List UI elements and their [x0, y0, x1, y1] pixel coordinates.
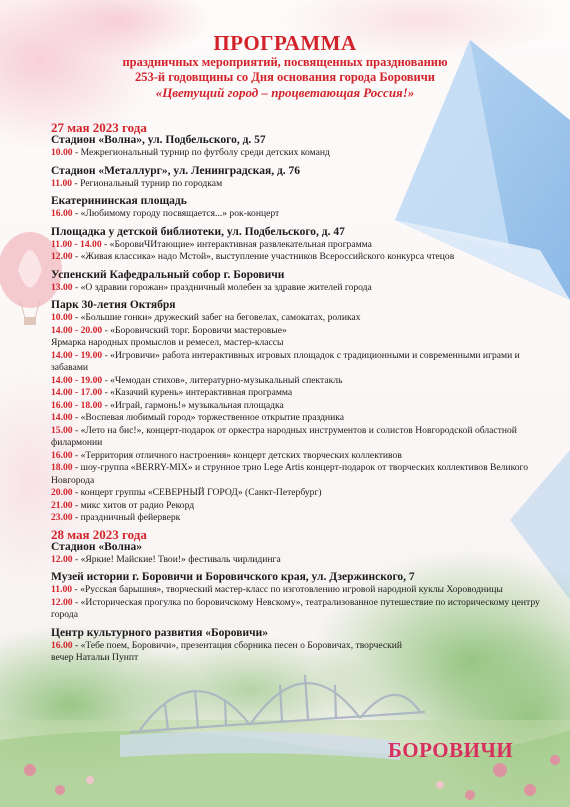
event-item: 12.00 - «Живая классика» надо Мстой», выступление участников Всероссийского конкурса чтецов — [51, 251, 455, 262]
event-text: «Территория отличного настроения» концерт детских творческих коллективов — [80, 449, 402, 461]
event-time: 23.00 — [51, 512, 73, 523]
event-time: 12.00 — [51, 251, 73, 262]
venue-name: Парк 30-летия Октября — [51, 299, 176, 311]
event-text: «Большие гонки» дружеский забег на беговелах, самокатах, роликах — [80, 312, 361, 323]
event-text: «Тебе поем, Боровичи», презентация сборника песен о Боровичах, творческий вечер Натальи Пунпт — [51, 639, 403, 663]
event-time: 16.00 — [51, 449, 73, 461]
poster-header — [0, 31, 570, 101]
poster-title: ПРОГРАММА — [213, 31, 357, 55]
city-name-label: БОРОВИЧИ — [388, 738, 514, 762]
event-item: 14.00 - 17.00 - «Казачий курень» интерактивная программа — [51, 387, 293, 398]
event-item: Ярмарка народных промыслов и ремесел, мастер-классы — [51, 337, 284, 348]
event-time: 21.00 — [51, 499, 73, 511]
event-text: «О здравии горожан» праздничный молебен за здравие жителей города — [80, 281, 372, 293]
event-item: 11.00 - 14.00 - «БоровиЧИтающие» интерактивная развлекательная программа — [51, 238, 372, 250]
event-item: 21.00 - микс хитов от радио Рекорд — [51, 499, 195, 511]
event-time: 15.00 — [51, 424, 73, 436]
event-time: 14.00 - 19.00 — [51, 374, 103, 386]
event-time: 14.00 - 20.00 — [51, 324, 103, 336]
event-time: 18.00 — [51, 462, 73, 473]
event-text: «Боровичский торг. Боровичи мастеровые» — [110, 324, 287, 336]
event-item: 11.00 - «Русская барышня», творческий мастер-класс по изготовлению игровой народной куклы Хороводницы — [51, 584, 503, 595]
event-text: «Историческая прогулка по боровичскому Невскому», театрализованное путешествие по историческому центру города — [51, 596, 540, 620]
event-time: 16.00 — [51, 639, 73, 651]
event-text: «Играй, гармонь!» музыкальная площадка — [110, 399, 284, 411]
event-item: 15.00 - «Лето на бис!», концерт-подарок от оркестра народных инструментов и солистов Новгородской областной филармонии — [51, 424, 517, 448]
event-text: Региональный турнир по городкам — [80, 177, 223, 189]
day-date: 28 мая 2023 года — [51, 526, 147, 542]
day-date: 27 мая 2023 года — [51, 120, 147, 135]
event-time: 11.00 - 14.00 — [51, 238, 102, 250]
event-text: «Русская барышня», творческий мастер-класс по изготовлению игровой народной куклы Хороводницы — [80, 584, 503, 595]
event-item: 14.00 - 19.00 - «Игровичи» работа интерактивных игровых площадок с традиционными и современными играми и забавами — [51, 349, 520, 373]
event-time: 11.00 — [51, 584, 73, 595]
event-text: концерт группы «СЕВЕРНЫЙ ГОРОД» (Санкт-Петербург) — [80, 487, 322, 498]
event-text: «Любимому городу посвящается...» рок-концерт — [80, 208, 280, 219]
event-item: 16.00 - 18.00 - «Играй, гармонь!» музыкальная площадка — [51, 399, 284, 411]
event-item: 14.00 - 20.00 - «Боровичский торг. Боровичи мастеровые» — [51, 324, 287, 336]
venue-name: Екатерининская площадь — [51, 195, 187, 207]
event-item: 16.00 - «Тебе поем, Боровичи», презентация сборника песен о Боровичах, творческий вечер Натальи Пунпт — [51, 639, 403, 663]
event-text: праздничный фейерверк — [80, 512, 181, 523]
event-item: 18.00 - шоу-группа «BERRY-MIX» и струнное трио Lege Artis концерт-подарок от творческих коллективов Великого Новгорода — [51, 462, 529, 486]
event-text: «Живая классика» надо Мстой», выступление участников Всероссийского конкурса чтецов — [80, 251, 455, 262]
event-time: 10.00 — [51, 147, 73, 158]
event-time: 11.00 — [51, 177, 73, 189]
venue-name: Центр культурного развития «Боровичи» — [51, 626, 268, 639]
event-item: 14.00 - 19.00 - «Чемодан стихов», литературно-музыкальный спектакль — [51, 374, 343, 386]
event-time: 16.00 - 18.00 — [51, 399, 103, 411]
event-time: 13.00 — [51, 281, 73, 293]
subtitle-line-2: 253-й годовщины со Дня основания города Боровичи — [135, 70, 435, 84]
venue-name: Стадион «Волна», ул. Подбельского, д. 57 — [51, 134, 266, 146]
venue-name: Стадион «Волна» — [51, 540, 142, 553]
event-item: 14.00 - «Воспевая любимый город» торжественное открытие праздника — [51, 412, 345, 423]
event-item: 20.00 - концерт группы «СЕВЕРНЫЙ ГОРОД» (Санкт-Петербург) — [51, 487, 322, 498]
event-item: 11.00 - Региональный турнир по городкам — [51, 177, 223, 189]
event-item: 16.00 - «Любимому городу посвящается...» рок-концерт — [51, 208, 280, 219]
event-item: 12.00 - «Яркие! Майские! Твои!» фестиваль чирлидинга — [51, 553, 281, 565]
event-text: «Лето на бис!», концерт-подарок от оркестра народных инструментов и солистов Новгородской областной филармонии — [51, 424, 517, 448]
venue-name: Площадка у детской библиотеки, ул. Подбельского, д. 47 — [51, 225, 345, 238]
event-text: «БоровиЧИтающие» интерактивная развлекательная программа — [109, 238, 372, 250]
event-time: 20.00 — [51, 487, 73, 498]
venue-name: Музей истории г. Боровичи и Боровичского края, ул. Дзержинского, 7 — [51, 571, 415, 583]
slogan: «Цветущий город – процветающая Россия!» — [155, 85, 415, 100]
event-time: 10.00 — [51, 312, 73, 323]
event-item: 13.00 - «О здравии горожан» праздничный молебен за здравие жителей города — [51, 281, 372, 293]
event-text: Межрегиональный турнир по футболу среди детских команд — [80, 147, 330, 158]
event-time: 12.00 — [51, 596, 73, 608]
event-item: 16.00 - «Территория отличного настроения» концерт детских творческих коллективов — [51, 449, 402, 461]
event-item: 23.00 - праздничный фейерверк — [51, 512, 181, 523]
event-text: шоу-группа «BERRY-MIX» и струнное трио Lege Artis концерт-подарок от творческих коллективов Великого Новгорода — [51, 462, 529, 486]
event-time: 14.00 - 17.00 — [51, 387, 103, 398]
event-text: «Игровичи» работа интерактивных игровых площадок с традиционными и современными играми и забавами — [51, 349, 520, 373]
event-text: «Воспевая любимый город» торжественное открытие праздника — [80, 412, 345, 423]
event-text: «Яркие! Майские! Твои!» фестиваль чирлидинга — [80, 553, 281, 565]
event-item: 10.00 - «Большие гонки» дружеский забег на беговелах, самокатах, роликах — [51, 312, 361, 323]
program-list — [51, 121, 551, 665]
event-item: 12.00 - «Историческая прогулка по боровичскому Невскому», театрализованное путешествие по историческому центру города — [51, 596, 540, 620]
event-time: 16.00 — [51, 208, 73, 219]
subtitle-line-1: праздничных мероприятий, посвященных празднованию — [122, 55, 448, 69]
event-text: микс хитов от радио Рекорд — [80, 499, 195, 511]
event-time: 14.00 - 19.00 — [51, 349, 103, 361]
event-text: «Казачий курень» интерактивная программа — [110, 387, 293, 398]
event-text: «Чемодан стихов», литературно-музыкальный спектакль — [110, 374, 343, 386]
event-item: 10.00 - Межрегиональный турнир по футболу среди детских команд — [51, 147, 330, 158]
venue-name: Стадион «Металлург», ул. Ленинградская, д. 76 — [51, 164, 301, 177]
venue-name: Успенский Кафедральный собор г. Боровичи — [51, 268, 285, 281]
event-time: 14.00 — [51, 412, 73, 423]
event-time: 12.00 — [51, 553, 73, 565]
